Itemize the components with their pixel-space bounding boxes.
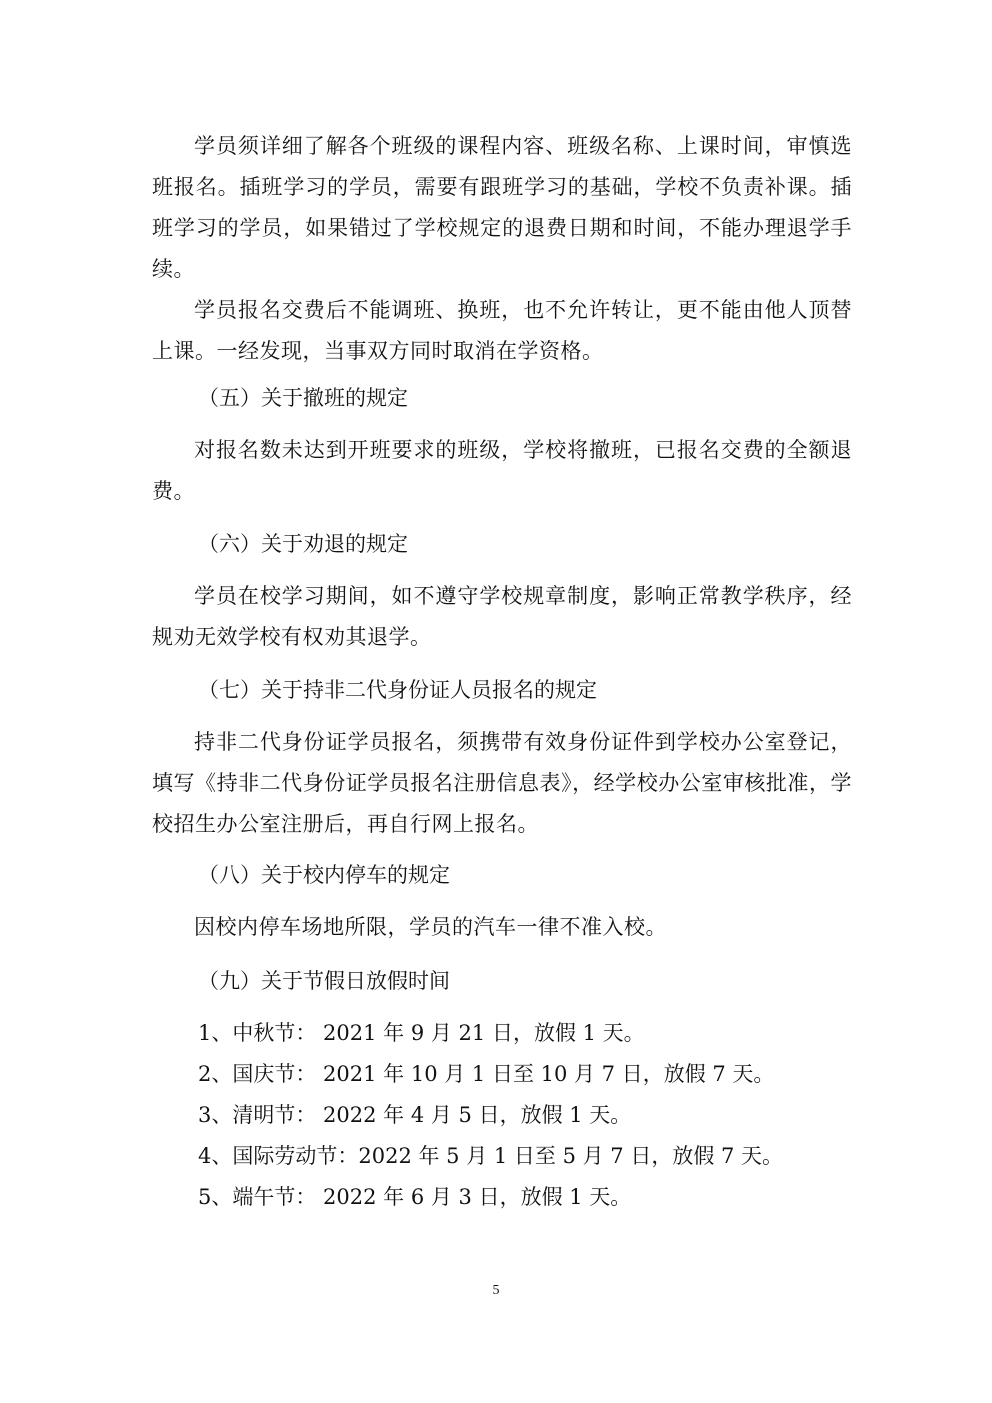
heading-dismissal: （六）关于劝退的规定 (198, 532, 408, 556)
paragraph-parking (152, 907, 852, 948)
heading-cancel-class: （五）关于撤班的规定 (198, 386, 408, 410)
paragraph-cancel-class (152, 430, 852, 512)
paragraph-text: 学员须详细了解各个班级的课程内容、班级名称、上课时间，审慎选班报名。插班学习的学员，需要有跟班学习的基础，学校不负责补课。插班学习的学员，如果错过了学校规定的退费日期和时间，不能办理退学手续。 (152, 134, 852, 281)
paragraph-class-selection (152, 126, 852, 290)
paragraph-text: 对报名数未达到开班要求的班级，学校将撤班，已报名交费的全额退费。 (152, 438, 852, 503)
heading-parking: （八）关于校内停车的规定 (198, 863, 450, 887)
list-item-holiday: 5、端午节： 2022 年 6 月 3 日，放假 1 天。 (198, 1185, 632, 1209)
page-number: 5 (492, 1283, 500, 1298)
paragraph-no-transfer (152, 290, 852, 372)
list-item-holiday: 3、清明节： 2022 年 4 月 5 日，放假 1 天。 (198, 1103, 632, 1127)
paragraph-dismissal (152, 576, 852, 658)
list-item-holiday: 1、中秋节： 2021 年 9 月 21 日，放假 1 天。 (198, 1021, 645, 1045)
paragraph-text: 学员在校学习期间，如不遵守学校规章制度，影响正常教学秩序，经规劝无效学校有权劝其退学。 (152, 584, 852, 649)
list-item-holiday: 2、国庆节： 2021 年 10 月 1 日至 10 月 7 日，放假 7 天。 (198, 1062, 775, 1086)
paragraph-id-registration (152, 722, 852, 845)
heading-id-registration: （七）关于持非二代身份证人员报名的规定 (198, 678, 597, 702)
paragraph-text: 学员报名交费后不能调班、换班，也不允许转让，更不能由他人顶替上课。一经发现，当事双方同时取消在学资格。 (152, 298, 852, 363)
heading-holidays: （九）关于节假日放假时间 (198, 969, 450, 993)
paragraph-text: 持非二代身份证学员报名，须携带有效身份证件到学校办公室登记，填写《持非二代身份证学员报名注册信息表》，经学校办公室审核批准，学校招生办公室注册后，再自行网上报名。 (152, 730, 852, 836)
paragraph-text: 因校内停车场地所限，学员的汽车一律不准入校。 (194, 915, 667, 939)
list-item-holiday: 4、国际劳动节：2022 年 5 月 1 日至 5 月 7 日，放假 7 天。 (198, 1144, 784, 1168)
